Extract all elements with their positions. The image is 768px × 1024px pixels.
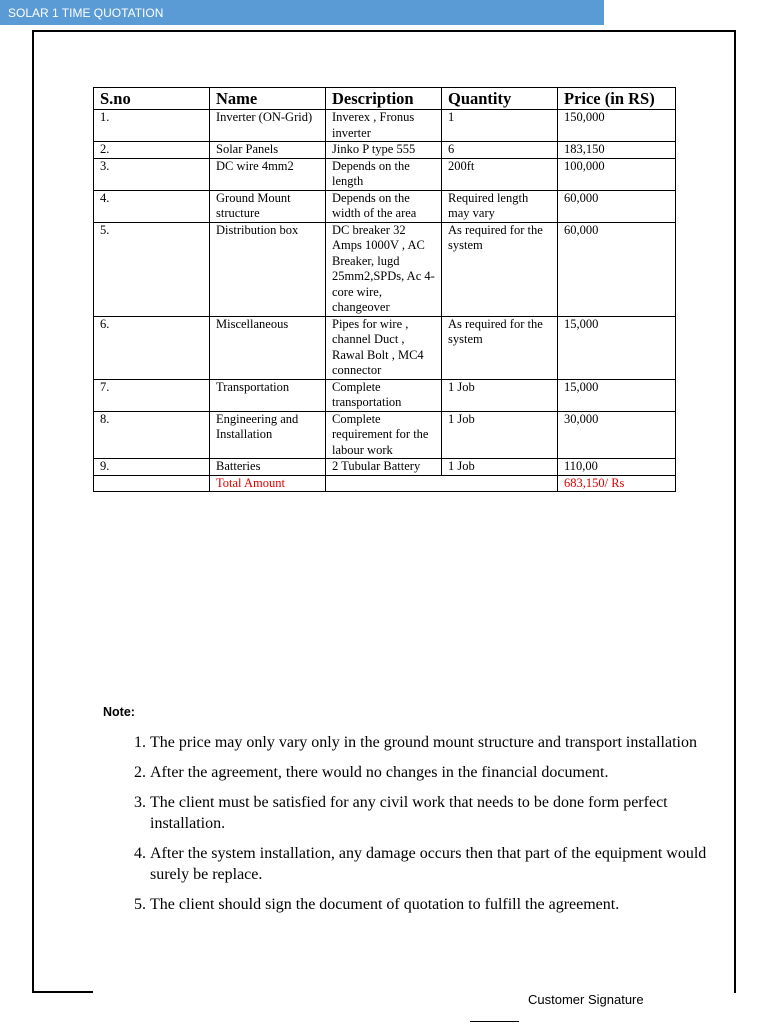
cell-name: DC wire 4mm2 [210, 158, 326, 190]
cell-price: 30,000 [558, 411, 676, 459]
cell-quantity: 1 [442, 110, 558, 142]
table-row [94, 222, 676, 316]
table-row [94, 411, 676, 459]
cell-description: Inverex , Fronus inverter [326, 110, 442, 142]
note-item: 4. After the system installation, any damage occurs then that part of the equipment would surely be replace. [150, 843, 710, 885]
document-header [0, 0, 604, 25]
cell-quantity: 1 Job [442, 459, 558, 476]
cell-description: Depends on the width of the area [326, 190, 442, 222]
cell-sno: 1. [94, 110, 210, 142]
quotation-table [93, 87, 676, 492]
cell-price: 15,000 [558, 316, 676, 379]
cell-description: DC breaker 32 Amps 1000V , AC Breaker, lugd 25mm2,SPDs, Ac 4-core wire, changeover [326, 222, 442, 316]
header-sno: S.no [94, 88, 210, 110]
table-row [94, 190, 676, 222]
cell-price: 150,000 [558, 110, 676, 142]
cell-name: Batteries [210, 459, 326, 476]
note-label: Note: [103, 705, 135, 719]
cell-description: Complete requirement for the labour work [326, 411, 442, 459]
cell-name: Distribution box [210, 222, 326, 316]
cell-description: 2 Tubular Battery [326, 459, 442, 476]
cell-sno: 6. [94, 316, 210, 379]
note-item: 3. The client must be satisfied for any civil work that needs to be done form perfect installation. [150, 792, 710, 834]
cell-name: Miscellaneous [210, 316, 326, 379]
total-spacer-cell [326, 475, 558, 492]
cell-quantity: As required for the system [442, 316, 558, 379]
header-quantity: Quantity [442, 88, 558, 110]
cell-sno: 4. [94, 190, 210, 222]
cell-sno: 2. [94, 142, 210, 159]
cell-quantity: 200ft [442, 158, 558, 190]
cell-price: 60,000 [558, 190, 676, 222]
cell-name: Transportation [210, 379, 326, 411]
cell-description: Pipes for wire , channel Duct , Rawal Bolt , MC4 connector [326, 316, 442, 379]
cell-name: Inverter (ON-Grid) [210, 110, 326, 142]
note-item: 1. The price may only vary only in the ground mount structure and transport installation [150, 732, 710, 753]
table-row [94, 459, 676, 476]
cell-sno: 8. [94, 411, 210, 459]
cell-price: 110,00 [558, 459, 676, 476]
cell-description: Jinko P type 555 [326, 142, 442, 159]
customer-signature-label: Customer Signature [528, 992, 644, 1007]
cell-name: Solar Panels [210, 142, 326, 159]
page-border-bottom [32, 991, 93, 993]
cell-quantity: Required length may vary [442, 190, 558, 222]
total-value: 683,150/ Rs [558, 475, 676, 492]
table-row [94, 110, 676, 142]
document-title: SOLAR 1 TIME QUOTATION [8, 6, 164, 20]
total-label: Total Amount [210, 475, 326, 492]
note-item: 5. The client should sign the document of quotation to fulfill the agreement. [150, 894, 710, 915]
cell-description: Complete transportation [326, 379, 442, 411]
notes-list [102, 732, 710, 924]
cell-quantity: As required for the system [442, 222, 558, 316]
table-row [94, 379, 676, 411]
cell-price: 15,000 [558, 379, 676, 411]
total-empty-cell [94, 475, 210, 492]
cell-sno: 7. [94, 379, 210, 411]
cell-price: 100,000 [558, 158, 676, 190]
header-name: Name [210, 88, 326, 110]
header-description: Description [326, 88, 442, 110]
table-header-row [94, 88, 676, 110]
signature-line [470, 1021, 519, 1022]
cell-sno: 3. [94, 158, 210, 190]
table-row [94, 158, 676, 190]
header-price: Price (in RS) [558, 88, 676, 110]
cell-price: 60,000 [558, 222, 676, 316]
total-row [94, 475, 676, 492]
cell-sno: 9. [94, 459, 210, 476]
note-item: 2. After the agreement, there would no changes in the financial document. [150, 762, 710, 783]
cell-sno: 5. [94, 222, 210, 316]
table-row [94, 316, 676, 379]
cell-name: Ground Mount structure [210, 190, 326, 222]
cell-quantity: 1 Job [442, 379, 558, 411]
cell-quantity: 6 [442, 142, 558, 159]
cell-quantity: 1 Job [442, 411, 558, 459]
cell-price: 183,150 [558, 142, 676, 159]
table-row [94, 142, 676, 159]
cell-description: Depends on the length [326, 158, 442, 190]
cell-name: Engineering and Installation [210, 411, 326, 459]
